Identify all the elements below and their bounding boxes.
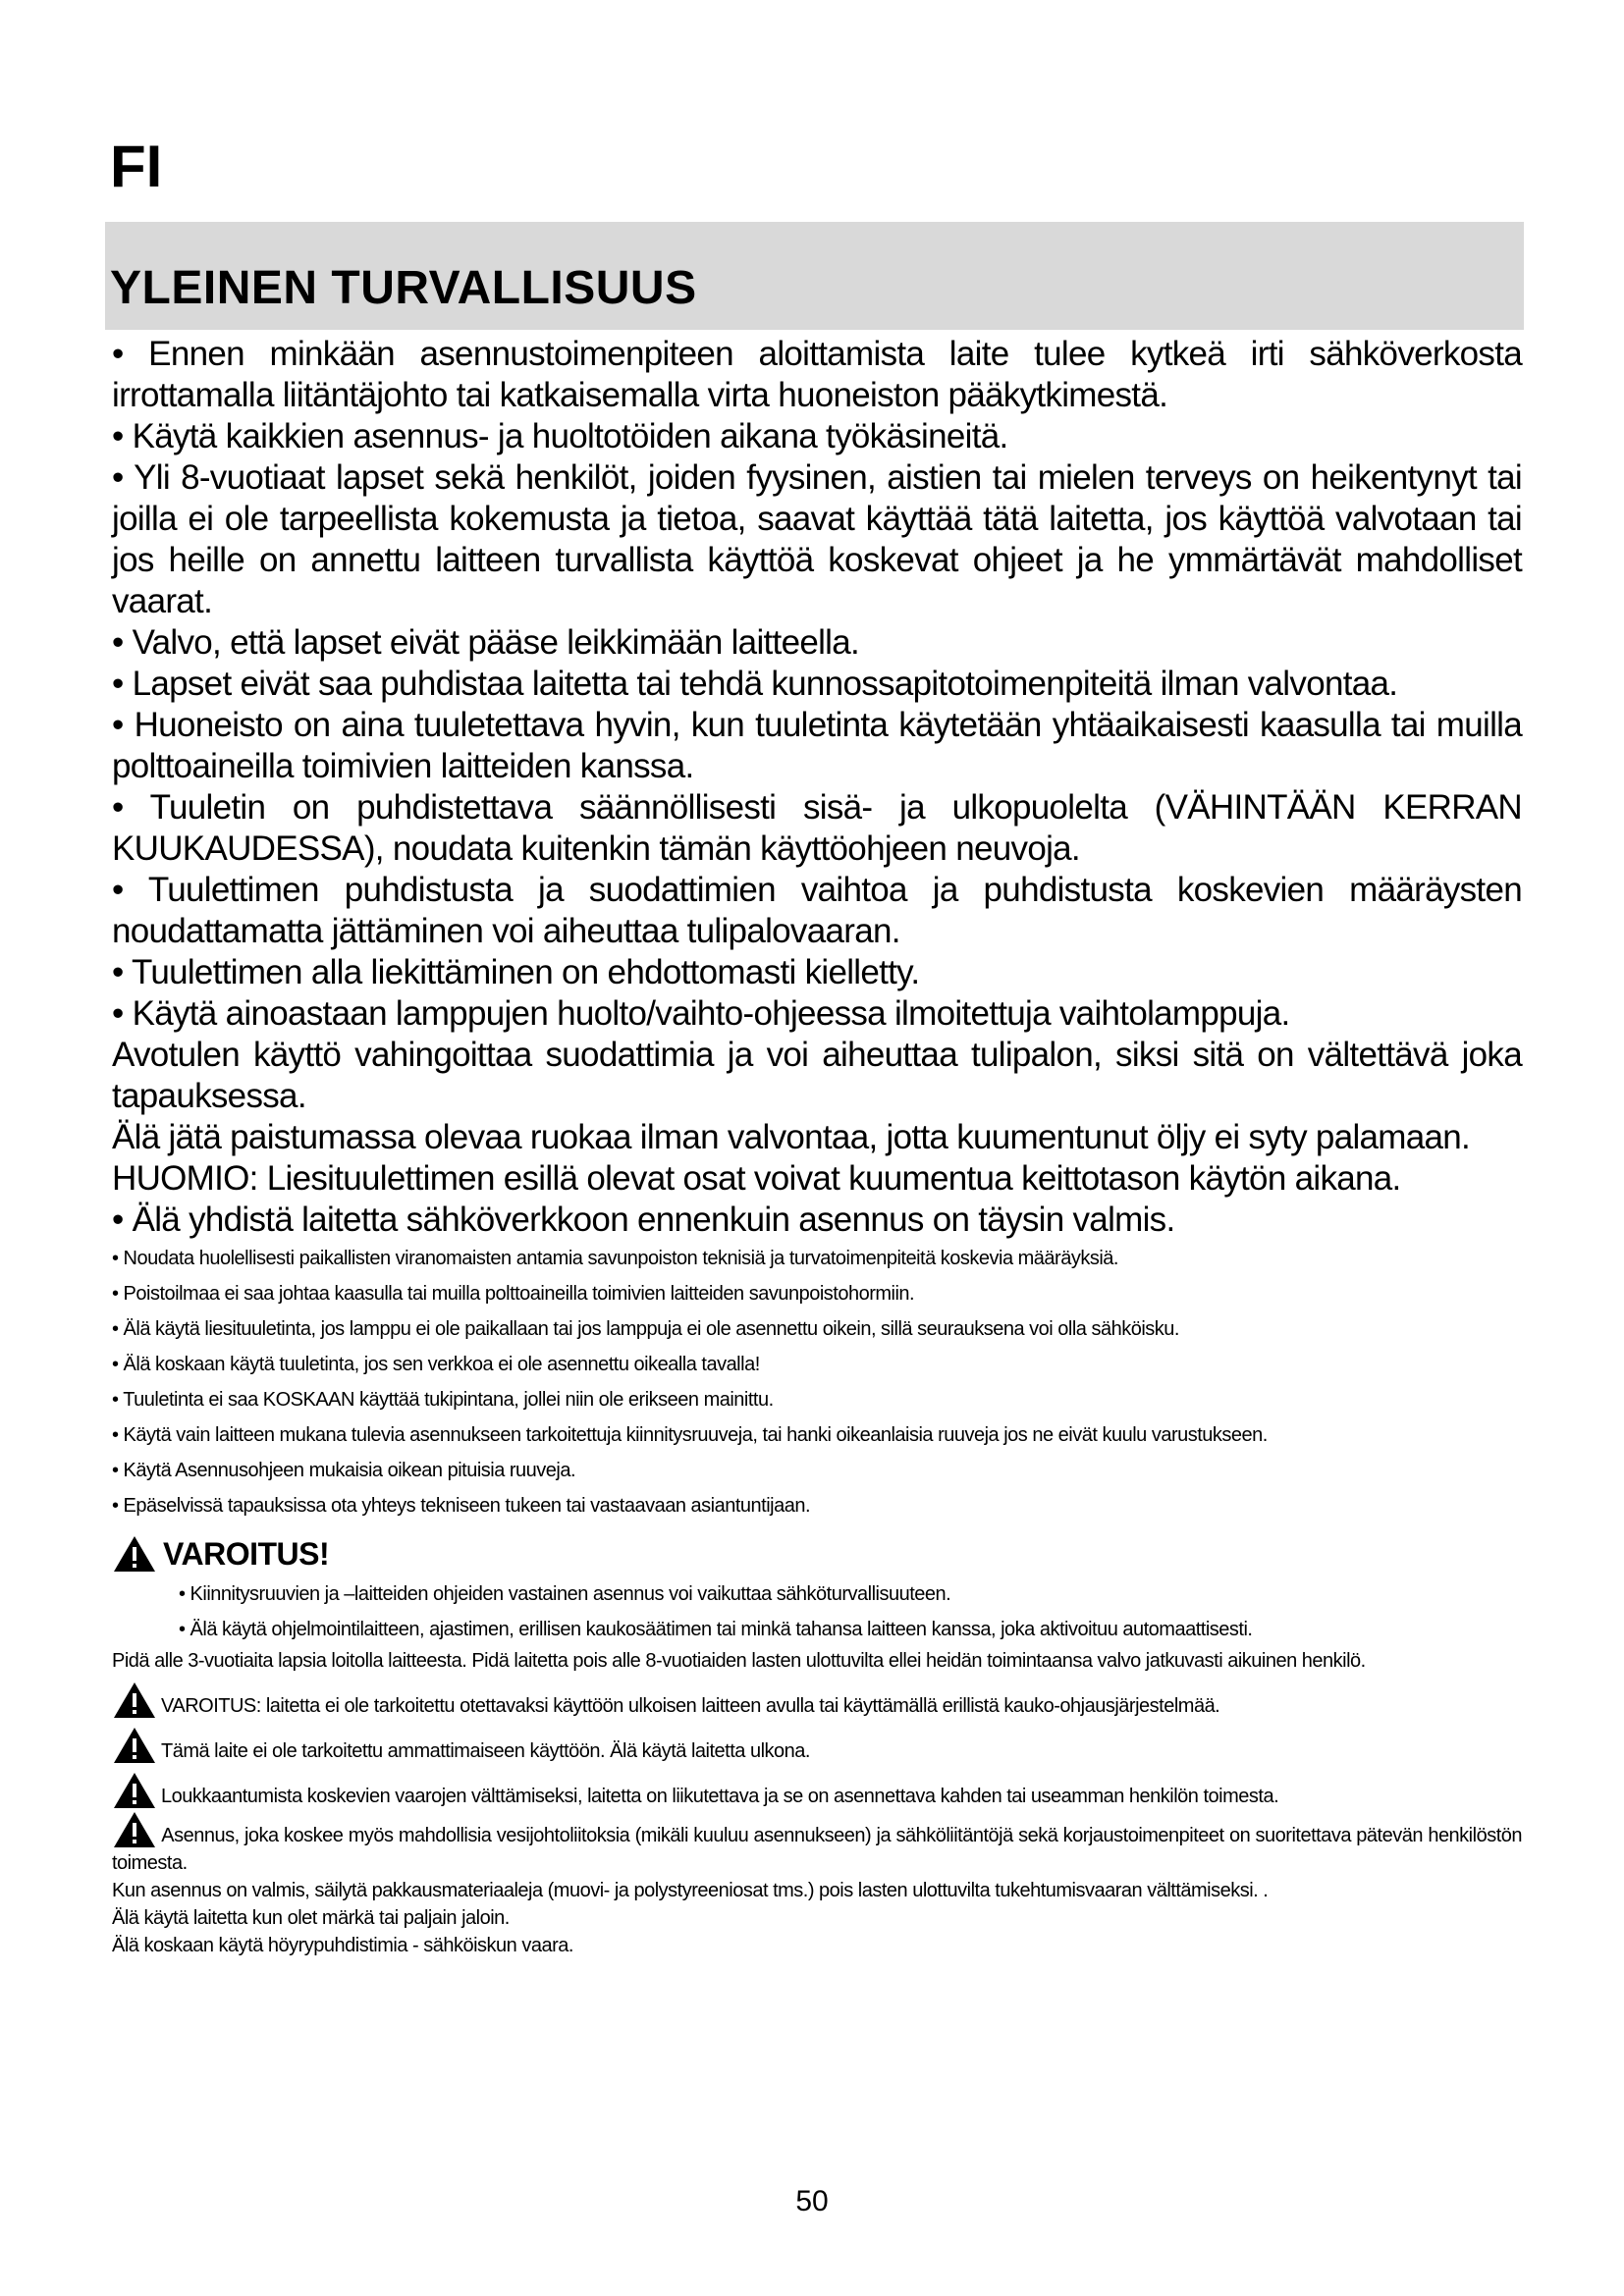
small-bullet: • Noudata huolellisesti paikallisten viranomaisten antamia savunpoiston teknisiä ja turvatoimenpiteitä koskevia määräyksiä. bbox=[112, 1248, 1118, 1269]
final-line: Älä käytä laitetta kun olet märkä tai paljain jaloin. bbox=[112, 1907, 510, 1929]
warning-line-text: Tämä laite ei ole tarkoitettu ammattimaiseen käyttöön. Älä käytä laitetta ulkona. bbox=[161, 1740, 810, 1762]
final-line: Kun asennus on valmis, säilytä pakkausmateriaaleja (muovi- ja polystyreeniosat tms.) pois lasten ulottuvilta tukehtumisvaaran välttämiseksi. . bbox=[112, 1880, 1269, 1901]
warning-line-text: Loukkaantumista koskevien vaarojen välttämiseksi, laitetta on liikutettava ja se on asennettava kahden tai useamman henkilön toimesta. bbox=[161, 1786, 1279, 1807]
safety-paragraph: Älä jätä paistumassa olevaa ruokaa ilman valvontaa, jotta kuumentunut öljy ei syty palamaan. bbox=[112, 1118, 1471, 1156]
warning-triangle-icon bbox=[112, 1534, 157, 1574]
small-bullet: • Käytä Asennusohjeen mukaisia oikean pituisia ruuveja. bbox=[112, 1460, 576, 1481]
safety-paragraph: • Lapset eivät saa puhdistaa laitetta tai tehdä kunnossapitotoimenpiteitä ilman valvontaa. bbox=[112, 665, 1398, 703]
warning-triangle-icon bbox=[112, 1771, 157, 1810]
content bbox=[112, 334, 1522, 1959]
warning-heading bbox=[112, 1531, 1522, 1576]
warning-triangle-icon bbox=[112, 1726, 157, 1765]
small-bullet: • Käytä vain laitteen mukana tulevia asennukseen tarkoitettuja kiinnitysruuveja, tai hanki oikeanlaisia ruuveja jos ne eivät kuulu varustukseen. bbox=[112, 1424, 1268, 1446]
small-bullet: • Älä käytä liesituuletinta, jos lamppu ei ole paikallaan tai jos lamppuja ei ole asennettu oikein, sillä seurauksena voi olla sähköisku. bbox=[112, 1318, 1179, 1340]
warning-triangle-icon bbox=[112, 1681, 157, 1720]
safety-paragraph: • Ennen minkään asennustoimenpiteen aloittamista laite tulee kytkeä irti sähköverkosta irrottamalla liitäntäjohto tai katkaisemalla virta huoneiston pääkytkimestä. bbox=[112, 335, 1522, 414]
safety-paragraph: • Valvo, että lapset eivät pääse leikkimään laitteella. bbox=[112, 623, 860, 662]
safety-paragraph: Avotulen käyttö vahingoittaa suodattimia ja voi aiheuttaa tulipalon, siksi sitä on vältettävä joka tapauksessa. bbox=[112, 1036, 1522, 1115]
section-title: YLEINEN TURVALLISUUS bbox=[110, 262, 697, 314]
safety-paragraph: • Tuuletin on puhdistettava säännöllisesti sisä- ja ulkopuolelta (VÄHINTÄÄN KERRAN KUUKAUDESSA), noudata kuitenkin tämän käyttöohjeen neuvoja. bbox=[112, 788, 1522, 868]
warning-line bbox=[112, 1675, 1522, 1720]
warning-line bbox=[112, 1765, 1522, 1810]
warning-bullet: • Kiinnitysruuvien ja –laitteiden ohjeiden vastainen asennus voi vaikuttaa sähköturvallisuuteen. bbox=[179, 1583, 951, 1605]
small-bullet: • Epäselvissä tapauksissa ota yhteys tekniseen tukeen tai vastaavaan asiantuntijaan. bbox=[112, 1495, 811, 1517]
attention-paragraph: HUOMIO: Liesituulettimen esillä olevat osat voivat kuumentua keittotason käytön aikana. bbox=[112, 1159, 1401, 1198]
language-code: FI bbox=[110, 133, 163, 199]
warning-bullet: • Älä käytä ohjelmointilaitteen, ajastimen, erillisen kaukosäätimen tai minkä tahansa laitteen kanssa, joka aktivoituu automaattisesti. bbox=[179, 1619, 1253, 1640]
safety-paragraph: • Tuulettimen alla liekittäminen on ehdottomasti kielletty. bbox=[112, 953, 920, 991]
safety-paragraph: • Älä yhdistä laitetta sähköverkkoon ennenkuin asennus on täysin valmis. bbox=[112, 1201, 1175, 1239]
page-number: 50 bbox=[795, 2185, 829, 2217]
small-bullet: • Älä koskaan käytä tuuletinta, jos sen verkkoa ei ole asennettu oikealla tavalla! bbox=[112, 1354, 760, 1375]
small-bullet: • Tuuletinta ei saa KOSKAAN käyttää tukipintana, jollei niin ole erikseen mainittu. bbox=[112, 1389, 774, 1411]
safety-paragraph: • Huoneisto on aina tuuletettava hyvin, kun tuuletinta käytetään yhtäaikaisesti kaasulla tai muilla polttoaineilla toimivien laitteiden kanssa. bbox=[112, 706, 1522, 785]
safety-paragraph: • Tuulettimen puhdistusta ja suodattimien vaihtoa ja puhdistusta koskevien määräysten noudattamatta jättäminen voi aiheuttaa tulipalovaaran. bbox=[112, 871, 1522, 950]
final-line: Älä koskaan käytä höyrypuhdistimia - sähköiskun vaara. bbox=[112, 1935, 573, 1956]
safety-paragraph: • Käytä kaikkien asennus- ja huoltotöiden aikana työkäsineitä. bbox=[112, 417, 1008, 455]
warning-block-text: Asennus, joka koskee myös mahdollisia vesijohtoliitoksia (mikäli kuuluu asennukseen) ja sähköliitäntöjä sekä korjaustoimenpiteet on suoritettava pätevän henkilöstön toimesta. bbox=[112, 1825, 1522, 1874]
warning-title: VAROITUS! bbox=[163, 1535, 330, 1572]
safety-paragraph: • Yli 8-vuotiaat lapset sekä henkilöt, joiden fyysinen, aistien tai mielen terveys on heikentynyt tai joilla ei ole tarpeellista kokemusta ja tietoa, saavat käyttää tätä laitetta, jos käyttöä valvotaan tai jos heille on annettu laitteen turvallista käyttöä koskevat ohjeet ja he ymmärtävät mahdolliset vaarat. bbox=[112, 458, 1522, 620]
warning-block bbox=[112, 1810, 1522, 1877]
warning-paragraph: Pidä alle 3-vuotiaita lapsia loitolla laitteesta. Pidä laitetta pois alle 8-vuotiaiden lasten ulottuvilta ellei heidän toimintaansa valvo jatkuvasti aikuinen henkilö. bbox=[112, 1650, 1366, 1672]
small-bullet: • Poistoilmaa ei saa johtaa kaasulla tai muilla polttoaineilla toimivien laitteiden savunpoistohormiin. bbox=[112, 1283, 915, 1305]
warning-line bbox=[112, 1720, 1522, 1765]
warning-line-text: VAROITUS: laitetta ei ole tarkoitettu otettavaksi käyttöön ulkoisen laitteen avulla tai käyttämällä erillistä kauko-ohjausjärjestelmää. bbox=[161, 1695, 1220, 1717]
safety-paragraph: • Käytä ainoastaan lamppujen huolto/vaihto-ohjeessa ilmoitettuja vaihtolamppuja. bbox=[112, 994, 1290, 1033]
warning-triangle-icon bbox=[112, 1810, 157, 1849]
